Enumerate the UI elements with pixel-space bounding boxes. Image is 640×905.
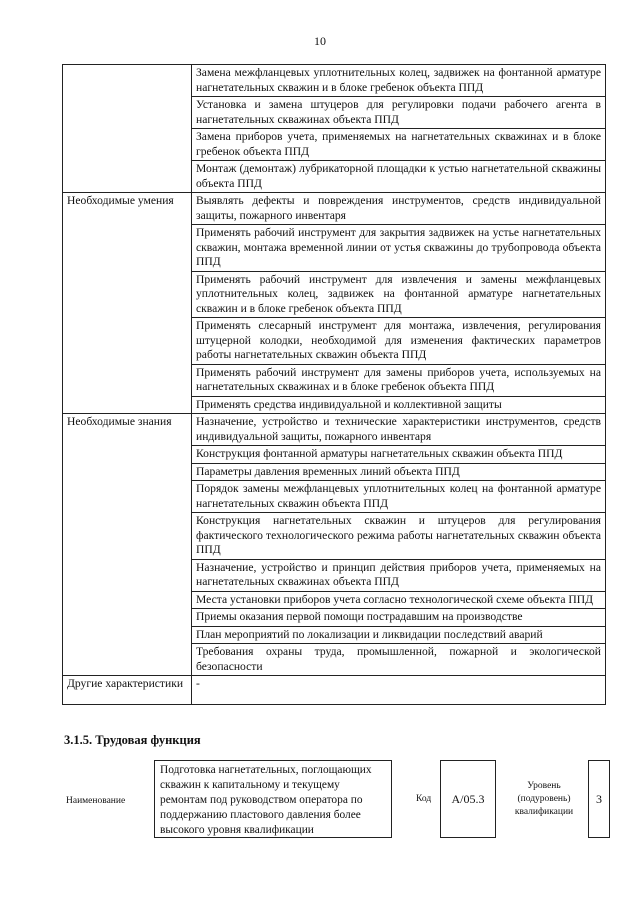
skill-row: [63, 364, 606, 396]
row-category-label: [63, 609, 192, 627]
row-item-text: Выявлять дефекты и повреждения инструментов, средств индивидуальной защиты, пожарного инвентаря: [192, 193, 606, 225]
action-row: [63, 129, 606, 161]
row-category-label: [63, 65, 192, 97]
row-item-text: Применять рабочий инструмент для замены приборов учета, используемых на нагнетательных скважинах и в блоке гребенок объекта ППД: [192, 364, 606, 396]
row-item-text: Монтаж (демонтаж) лубрикаторной площадки к устью нагнетательной скважины объекта ППД: [192, 161, 606, 193]
action-row: [63, 161, 606, 193]
page-number: 10: [314, 34, 326, 48]
row-category-label: [63, 225, 192, 272]
labor-function-block: [62, 760, 608, 840]
knowledge-row: [63, 609, 606, 627]
qualification-level-box: 3: [588, 760, 610, 838]
row-category-label: Необходимые умения: [63, 193, 192, 225]
row-item-text: Применять средства индивидуальной и коллективной защиты: [192, 396, 606, 414]
knowledge-row: [63, 559, 606, 591]
skill-row: [63, 271, 606, 318]
row-item-text: Применять рабочий инструмент для закрытия задвижек на устье нагнетательных скважин, монтажа временной линии от устья скважины до трубопровода объекта ППД: [192, 225, 606, 272]
section-heading: 3.1.5. Трудовая функция: [64, 733, 201, 747]
row-item-text: Применять рабочий инструмент для извлечения и замены межфланцевых уплотнительных колец, задвижек на фонтанной арматуре нагнетательных скважин и в блоке гребенок объекта ППД: [192, 271, 606, 318]
knowledge-row: [63, 414, 606, 446]
row-category-label: [63, 446, 192, 464]
row-category-label: [63, 364, 192, 396]
row-item-text: Приемы оказания первой помощи пострадавшим на производстве: [192, 609, 606, 627]
knowledge-row: [63, 481, 606, 513]
skill-row: [63, 318, 606, 365]
code-label: Код: [416, 794, 432, 804]
row-item-text: Порядок замены межфланцевых уплотнительных колец на фонтанной арматуре нагнетательных скважин объекта ППД: [192, 481, 606, 513]
row-category-label: [63, 463, 192, 481]
skill-row: [63, 193, 606, 225]
row-category-label: [63, 161, 192, 193]
row-item-text: Конструкция фонтанной арматуры нагнетательных скважин объекта ППД: [192, 446, 606, 464]
qualification-level-label: Уровень (подуровень) квалификации: [514, 781, 574, 817]
row-category-label: Необходимые знания: [63, 414, 192, 446]
action-row: [63, 97, 606, 129]
competency-table: [62, 64, 606, 705]
row-category-label: [63, 626, 192, 644]
code-value-box: A/05.3: [440, 760, 496, 838]
row-item-text: Установка и замена штуцеров для регулировки подачи рабочего агента в нагнетательных скважинах объекта ППД: [192, 97, 606, 129]
row-category-label: [63, 318, 192, 365]
row-category-label: [63, 513, 192, 560]
knowledge-row: [63, 446, 606, 464]
row-item-text: Назначение, устройство и технические характеристики инструментов, средств индивидуальной защиты, пожарного инвентаря: [192, 414, 606, 446]
row-item-text: Применять слесарный инструмент для монтажа, извлечения, регулирования штуцерной колодки, необходимой для изменения фактических параметров работы нагнетательных скважин объекта ППД: [192, 318, 606, 365]
row-item-text: Назначение, устройство и принцип действия приборов учета, применяемых на нагнетательных скважинах объекта ППД: [192, 559, 606, 591]
knowledge-row: [63, 463, 606, 481]
skill-row: [63, 225, 606, 272]
skill-row: [63, 396, 606, 414]
row-item-text: Требования охраны труда, промышленной, пожарной и экологической безопасности: [192, 644, 606, 676]
knowledge-row: [63, 644, 606, 676]
row-category-label: [63, 129, 192, 161]
row-item-text: Замена межфланцевых уплотнительных колец, задвижек на фонтанной арматуре нагнетательных скважин и в блоке гребенок объекта ППД: [192, 65, 606, 97]
row-item-text: Конструкция нагнетательных скважин и штуцеров для регулирования фактического технологического режима работы нагнетательных скважин объекта ППД: [192, 513, 606, 560]
row-category-label: [63, 644, 192, 676]
row-category-label: [63, 271, 192, 318]
row-category-label: [63, 591, 192, 609]
knowledge-row: [63, 591, 606, 609]
row-category-label: [63, 97, 192, 129]
knowledge-row: [63, 626, 606, 644]
row-category-label: [63, 559, 192, 591]
row-item-text: Места установки приборов учета согласно технологической схеме объекта ППД: [192, 591, 606, 609]
row-category-label: [63, 481, 192, 513]
action-row: [63, 65, 606, 97]
row-item-text: -: [192, 676, 606, 705]
other-row: [63, 676, 606, 705]
row-category-label: [63, 396, 192, 414]
row-item-text: План мероприятий по локализации и ликвидации последствий аварий: [192, 626, 606, 644]
row-item-text: Параметры давления временных линий объекта ППД: [192, 463, 606, 481]
function-name-box: Подготовка нагнетательных, поглощающих скважин к капитальному и текущему ремонтам под руководством оператора по поддержанию пластового давления более высокого уровня квалификации: [154, 760, 392, 838]
knowledge-row: [63, 513, 606, 560]
row-item-text: Замена приборов учета, применяемых на нагнетательных скважинах и в блоке гребенок объекта ППД: [192, 129, 606, 161]
row-category-label: Другие характеристики: [63, 676, 192, 705]
name-label: Наименование: [66, 796, 126, 806]
